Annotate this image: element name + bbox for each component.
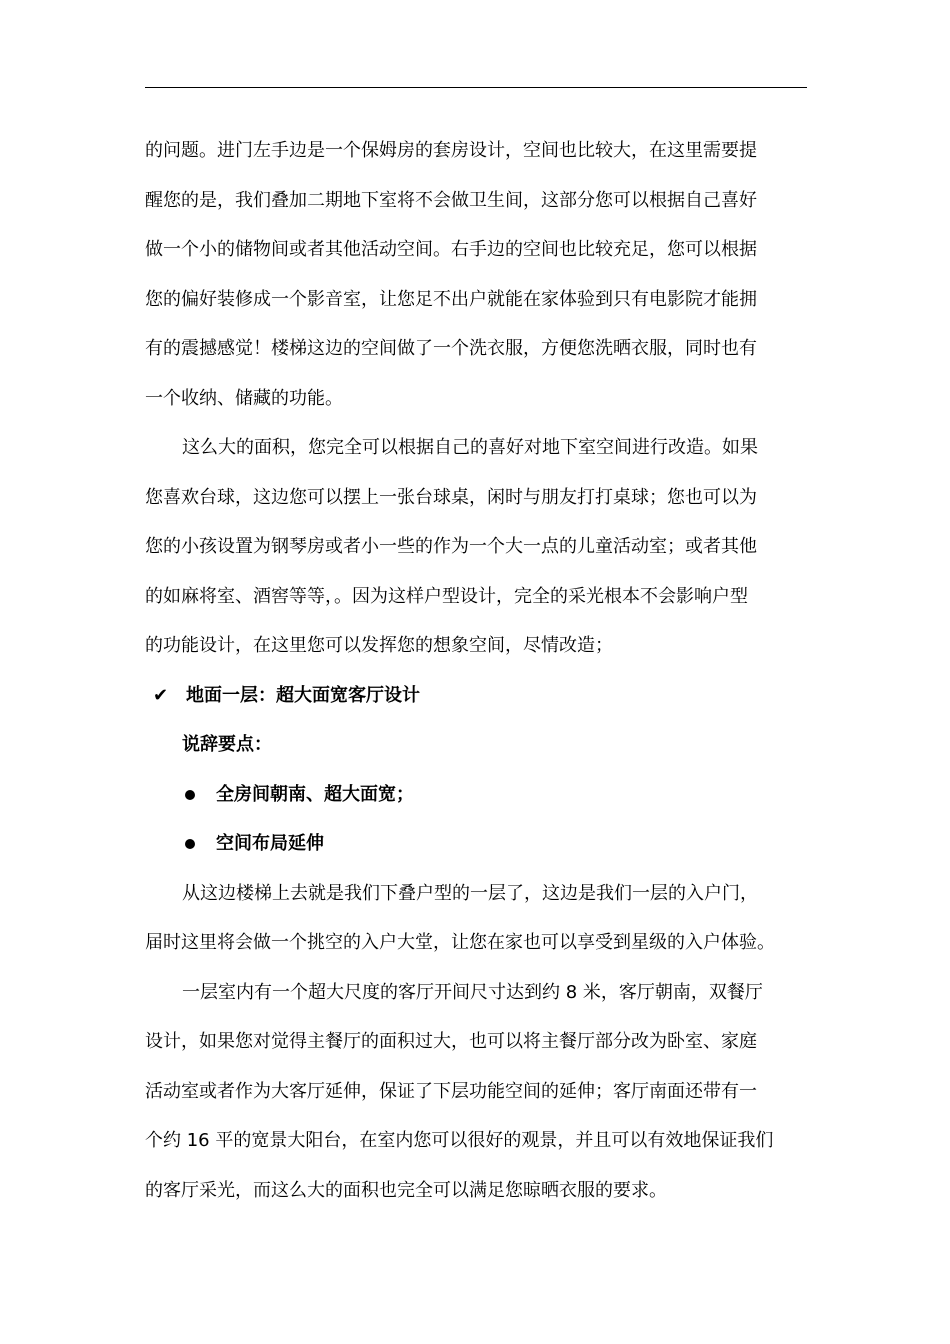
bullet-dot-icon	[185, 839, 195, 849]
text-line: 一个收纳、储藏的功能。	[145, 387, 343, 409]
text-line: 活动室或者作为大客厅延伸，保证了下层功能空间的延伸；客厅南面还带有一	[145, 1080, 757, 1102]
section-heading	[145, 671, 807, 721]
checkmark-icon: ✔	[153, 684, 169, 706]
section-heading-text: 地面一层：超大面宽客厅设计	[186, 684, 420, 706]
bullet-item	[145, 770, 807, 820]
bullet-dot-icon	[185, 790, 195, 800]
text-line: 您的小孩设置为钢琴房或者小一些的作为一个大一点的儿童活动室；或者其他	[145, 536, 757, 557]
text-line: 个约 16 平的宽景大阳台，在室内您可以很好的观景，并且可以有效地保证我们	[145, 1130, 774, 1151]
text-line: 设计，如果您对觉得主餐厅的面积过大，也可以将主餐厅部分改为卧室、家庭	[145, 1031, 757, 1052]
text-line: 的客厅采光，而这么大的面积也完全可以满足您晾晒衣服的要求。	[145, 1179, 667, 1201]
talking-points-label: 说辞要点：	[182, 734, 272, 755]
paragraph-basement-renovation	[145, 423, 807, 671]
text-line: 醒您的是，我们叠加二期地下室将不会做卫生间，这部分您可以根据自己喜好	[145, 189, 757, 211]
text-line: 的问题。进门左手边是一个保姆房的套房设计，空间也比较大，在这里需要提	[145, 140, 757, 161]
bullet-item	[145, 819, 807, 869]
paragraph-living-room	[145, 968, 807, 1216]
text-line: 从这边楼梯上去就是我们下叠户型的一层了，这边是我们一层的入户门，	[182, 882, 758, 904]
paragraph-basement-layout	[145, 126, 807, 423]
text-line: 的如麻将室、酒窖等等，。因为这样户型设计，完全的采光根本不会影响户型	[145, 585, 748, 607]
text-line: 您喜欢台球，这边您可以摆上一张台球桌，闲时与朋友打打桌球；您也可以为	[145, 486, 757, 508]
text-line: 届时这里将会做一个挑空的入户大堂，让您在家也可以享受到星级的入户体验。	[145, 932, 775, 953]
bullet-text: 全房间朝南、超大面宽；	[216, 783, 414, 805]
text-line: 有的震撼感觉！楼梯这边的空间做了一个洗衣服，方便您洗晒衣服，同时也有	[145, 338, 757, 359]
text-line: 一层室内有一个超大尺度的客厅开间尺寸达到约 8 米，客厅朝南，双餐厅	[182, 981, 763, 1003]
text-line: 的功能设计，在这里您可以发挥您的想象空间，尽情改造；	[145, 635, 613, 656]
bullet-text: 空间布局延伸	[216, 833, 324, 854]
text-line: 做一个小的储物间或者其他活动空间。右手边的空间也比较充足，您可以根据	[145, 239, 757, 260]
paragraph-first-floor-entry	[145, 869, 807, 968]
document-body	[145, 126, 807, 1215]
header-rule	[145, 87, 807, 88]
text-line: 这么大的面积，您完全可以根据自己的喜好对地下室空间进行改造。如果	[182, 437, 758, 458]
text-line: 您的偏好装修成一个影音室，让您足不出户就能在家体验到只有电影院才能拥	[145, 288, 757, 310]
